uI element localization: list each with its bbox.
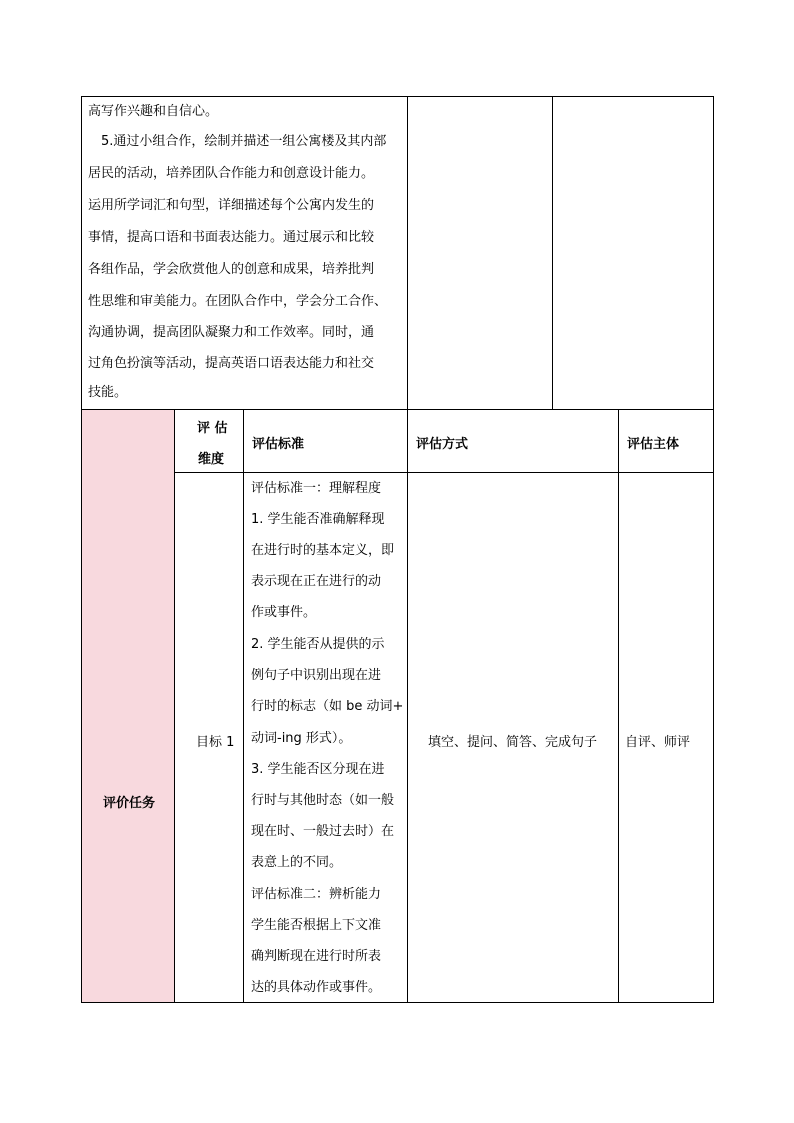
criteria-line: 评估标准一：理解程度	[251, 481, 382, 496]
table-border	[174, 472, 714, 473]
table-border	[243, 409, 244, 1003]
header-dimension-line2: 维度	[198, 452, 225, 467]
criteria-line: 行时与其他时态（如一般	[251, 793, 395, 808]
objectives-line: 事情，提高口语和书面表达能力。通过展示和比较	[88, 230, 375, 245]
objectives-line: 沟通协调，提高团队凝聚力和工作效率。同时，通	[88, 325, 375, 340]
criteria-line: 确判断现在进行时所表	[251, 949, 382, 964]
table-border	[552, 96, 553, 410]
header-method: 评估方式	[416, 437, 469, 452]
objectives-line: 过角色扮演等活动，提高英语口语表达能力和社交	[88, 356, 375, 371]
criteria-line: 表示现在正在进行的动	[251, 574, 382, 589]
objectives-line: 技能。	[88, 385, 128, 400]
criteria-line: 学生能否根据上下文准	[251, 918, 382, 933]
table-border	[174, 409, 175, 1003]
table-border	[81, 96, 714, 97]
criteria-line: 行时的标志（如 be 动词+	[251, 699, 404, 714]
table-border	[81, 96, 82, 1003]
criteria-line: 2. 学生能否从提供的示	[251, 637, 385, 652]
dimension-value: 目标 1	[196, 735, 235, 750]
subject-value: 自评、师评	[625, 735, 691, 750]
criteria-line: 1. 学生能否准确解释现	[251, 512, 385, 527]
table-border	[81, 1002, 714, 1003]
objectives-line: 各组作品，学会欣赏他人的创意和成果，培养批判	[88, 262, 375, 277]
criteria-line: 作或事件。	[251, 605, 317, 620]
table-border	[407, 409, 408, 1003]
header-dimension-line1: 评 估	[197, 421, 228, 436]
section-label: 评价任务	[103, 796, 156, 811]
criteria-line: 动词-ing 形式）。	[251, 731, 352, 746]
criteria-line: 在进行时的基本定义，即	[251, 543, 395, 558]
section-label-cell	[81, 410, 174, 1002]
objectives-line: 性思维和审美能力。在团队合作中，学会分工合作、	[88, 294, 388, 309]
criteria-line: 现在时、一般过去时）在	[251, 824, 395, 839]
objectives-line: 运用所学词汇和句型，详细描述每个公寓内发生的	[88, 198, 375, 213]
table-border	[713, 96, 714, 1003]
criteria-line: 评估标准二：辨析能力	[251, 887, 382, 902]
table-border	[618, 409, 619, 1003]
criteria-line: 例句子中识别出现在进	[251, 668, 382, 683]
objectives-line: 高写作兴趣和自信心。	[88, 104, 219, 119]
objectives-line: 居民的活动，培养团队合作能力和创意设计能力。	[88, 166, 375, 181]
table-border	[81, 409, 714, 410]
method-value: 填空、提问、简答、完成句子	[428, 735, 598, 750]
table-border	[407, 96, 408, 410]
objectives-line: 5.通过小组合作，绘制并描述一组公寓楼及其内部	[101, 134, 387, 149]
header-subject: 评估主体	[627, 437, 680, 452]
criteria-line: 3. 学生能否区分现在进	[251, 762, 385, 777]
header-criteria: 评估标准	[252, 437, 305, 452]
criteria-line: 达的具体动作或事件。	[251, 980, 382, 995]
criteria-line: 表意上的不同。	[251, 855, 343, 870]
